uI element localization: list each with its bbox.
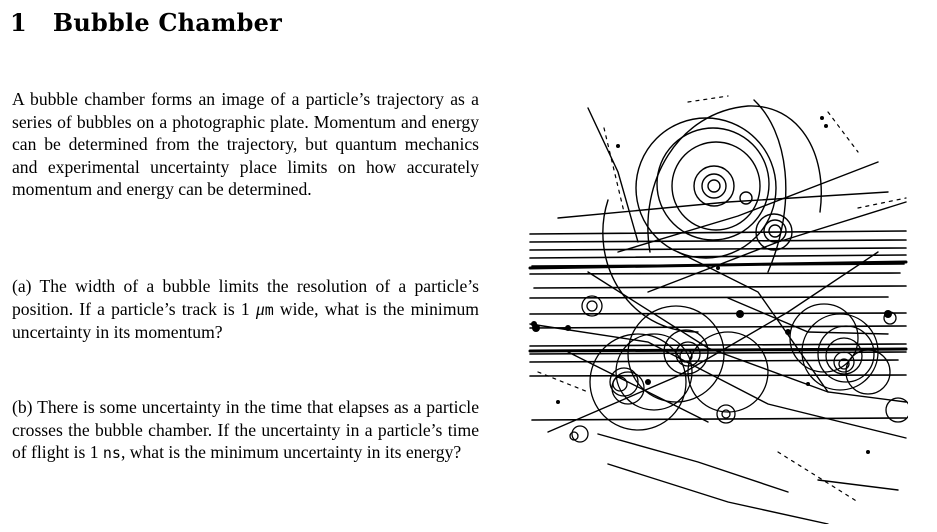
question-b-text-before: (b) There is some uncertainty in the time that elapses as a particle crosses the bubble chamber. If the uncertainty in a particle’s time of flight is 1 — [12, 397, 479, 463]
question-a-text-after: wide, what is the minimum uncertainty in its momentum? — [12, 298, 479, 343]
section-heading — [10, 8, 282, 37]
intro-paragraph: A bubble chamber forms an image of a particle’s trajectory as a series of bubbles on a photographic plate. Momentum and energy can be determined from the trajectory, but quantum mechanics and experimental uncertainty place limits on how accurately momentum and energy can be determined. — [12, 89, 479, 200]
section-title: Bubble Chamber — [52, 8, 282, 37]
question-a — [12, 275, 479, 344]
unit-ns: ns — [102, 444, 121, 463]
unit-m: m — [264, 300, 274, 319]
question-b-text-after: , what is the minimum uncertainty in its energy? — [120, 442, 462, 463]
unit-mu: μ — [255, 298, 265, 319]
bubble-chamber-image — [528, 92, 908, 524]
section-number: 1 — [10, 8, 27, 37]
question-a-text-before: (a) The width of a bubble limits the resolution of a particle’s position. If a particle’s track is 1 — [12, 276, 479, 319]
question-b — [12, 396, 479, 465]
